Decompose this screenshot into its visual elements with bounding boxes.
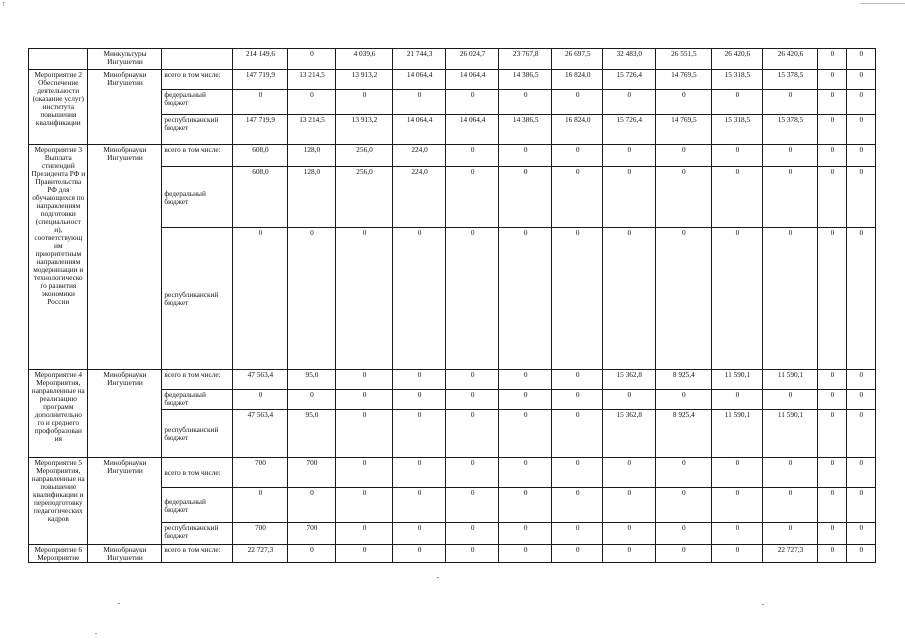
table-row: [29, 49, 876, 70]
amount-cell: 0: [762, 488, 818, 523]
funding-source-cell: республиканский бюджет: [162, 228, 233, 370]
amount-cell: 224,0: [392, 145, 446, 167]
amount-cell: 0: [846, 370, 875, 390]
amount-cell: 11 590,1: [712, 370, 763, 390]
amount-cell: 0: [287, 49, 336, 70]
amount-cell: 0: [818, 370, 846, 390]
amount-cell: 0: [603, 390, 656, 410]
amount-cell: 147 719,9: [233, 70, 288, 90]
amount-cell: 0: [762, 167, 818, 228]
amount-cell: 0: [336, 523, 393, 545]
amount-cell: 0: [287, 90, 336, 115]
amount-cell: 0: [446, 545, 499, 563]
amount-cell: 0: [446, 228, 499, 370]
amount-cell: 14 386,5: [498, 70, 552, 90]
amount-cell: 0: [446, 458, 499, 488]
amount-cell: 0: [603, 523, 656, 545]
amount-cell: 0: [655, 458, 712, 488]
amount-cell: 0: [603, 167, 656, 228]
amount-cell: 26 551,5: [655, 49, 712, 70]
budget-table: [28, 48, 876, 563]
amount-cell: 26 024,7: [446, 49, 499, 70]
amount-cell: 0: [712, 458, 763, 488]
amount-cell: 0: [498, 545, 552, 563]
amount-cell: 0: [552, 545, 603, 563]
amount-cell: 0: [336, 458, 393, 488]
executor-cell: Минобрнауки Ингушетии: [87, 370, 162, 458]
amount-cell: 0: [846, 545, 875, 563]
amount-cell: 0: [655, 523, 712, 545]
amount-cell: 0: [552, 488, 603, 523]
amount-cell: 0: [498, 458, 552, 488]
amount-cell: 0: [655, 545, 712, 563]
amount-cell: 608,0: [233, 167, 288, 228]
amount-cell: 0: [818, 523, 846, 545]
amount-cell: 0: [446, 390, 499, 410]
amount-cell: 0: [762, 145, 818, 167]
amount-cell: 0: [818, 458, 846, 488]
amount-cell: 0: [818, 167, 846, 228]
amount-cell: 15 318,5: [712, 70, 763, 90]
amount-cell: 0: [712, 167, 763, 228]
amount-cell: 16 824,0: [552, 70, 603, 90]
amount-cell: 0: [712, 523, 763, 545]
amount-cell: 0: [762, 90, 818, 115]
amount-cell: 0: [392, 523, 446, 545]
amount-cell: 22 727,3: [233, 545, 288, 563]
amount-cell: 0: [603, 488, 656, 523]
amount-cell: 0: [552, 523, 603, 545]
amount-cell: 47 563,4: [233, 370, 288, 390]
amount-cell: 14 064,4: [446, 115, 499, 145]
amount-cell: 0: [712, 488, 763, 523]
amount-cell: 0: [336, 90, 393, 115]
amount-cell: 0: [846, 458, 875, 488]
amount-cell: 0: [846, 390, 875, 410]
table-row: [29, 145, 876, 167]
amount-cell: 0: [818, 228, 846, 370]
amount-cell: 0: [818, 90, 846, 115]
amount-cell: 0: [655, 488, 712, 523]
funding-source-cell: республиканский бюджет: [162, 115, 233, 145]
funding-source-cell: всего в том числе:: [162, 145, 233, 167]
amount-cell: 15 726,4: [603, 70, 656, 90]
amount-cell: 0: [233, 90, 288, 115]
amount-cell: 0: [287, 488, 336, 523]
amount-cell: 0: [846, 70, 875, 90]
amount-cell: 0: [336, 488, 393, 523]
amount-cell: 128,0: [287, 145, 336, 167]
amount-cell: 0: [446, 145, 499, 167]
amount-cell: 8 925,4: [655, 370, 712, 390]
amount-cell: 0: [392, 228, 446, 370]
funding-source-cell: всего в том числе:: [162, 458, 233, 488]
amount-cell: 0: [712, 145, 763, 167]
amount-cell: 26 420,6: [762, 49, 818, 70]
table-row: [29, 458, 876, 488]
amount-cell: 0: [336, 390, 393, 410]
table-row: [29, 370, 876, 390]
amount-cell: 0: [818, 115, 846, 145]
amount-cell: 0: [712, 545, 763, 563]
amount-cell: 13 913,2: [336, 70, 393, 90]
amount-cell: 32 483,0: [603, 49, 656, 70]
amount-cell: 608,0: [233, 145, 288, 167]
amount-cell: 0: [846, 523, 875, 545]
amount-cell: 23 767,8: [498, 49, 552, 70]
event-name-cell: Мероприятие 2 Обеспечение деятельности (оказание услуг) института повышения квалификации: [29, 70, 88, 145]
amount-cell: 0: [446, 523, 499, 545]
amount-cell: 0: [846, 145, 875, 167]
amount-cell: 700: [287, 458, 336, 488]
funding-source-cell: федеральный бюджет: [162, 90, 233, 115]
scan-speck: [437, 577, 439, 578]
amount-cell: 0: [287, 228, 336, 370]
amount-cell: 0: [762, 228, 818, 370]
amount-cell: 0: [603, 90, 656, 115]
amount-cell: 22 727,3: [762, 545, 818, 563]
amount-cell: 256,0: [336, 167, 393, 228]
amount-cell: 0: [446, 410, 499, 458]
amount-cell: 0: [818, 145, 846, 167]
amount-cell: 0: [446, 90, 499, 115]
scan-speck: [95, 633, 97, 634]
amount-cell: 0: [552, 458, 603, 488]
amount-cell: 700: [287, 523, 336, 545]
amount-cell: 0: [498, 90, 552, 115]
amount-cell: 11 590,1: [712, 410, 763, 458]
amount-cell: 15 726,4: [603, 115, 656, 145]
amount-cell: 0: [762, 523, 818, 545]
amount-cell: 0: [552, 167, 603, 228]
funding-source-cell: всего в том числе:: [162, 545, 233, 563]
amount-cell: 14 064,4: [392, 70, 446, 90]
amount-cell: 0: [712, 390, 763, 410]
budget-table-body: [29, 49, 876, 563]
funding-source-cell: [162, 49, 233, 70]
amount-cell: 0: [287, 390, 336, 410]
amount-cell: 0: [552, 370, 603, 390]
amount-cell: 0: [818, 390, 846, 410]
amount-cell: 0: [818, 410, 846, 458]
amount-cell: 14 769,5: [655, 70, 712, 90]
executor-cell: Минобрнауки Ингушетии: [87, 145, 162, 370]
amount-cell: 0: [233, 488, 288, 523]
amount-cell: 16 824,0: [552, 115, 603, 145]
amount-cell: 0: [552, 228, 603, 370]
amount-cell: 0: [818, 49, 846, 70]
funding-source-cell: республиканский бюджет: [162, 523, 233, 545]
amount-cell: 0: [846, 488, 875, 523]
amount-cell: 95,0: [287, 370, 336, 390]
event-name-cell: Мероприятие 6 Мероприятие: [29, 545, 88, 563]
amount-cell: 0: [287, 545, 336, 563]
amount-cell: 700: [233, 458, 288, 488]
table-row: [29, 70, 876, 90]
amount-cell: 14 064,4: [446, 70, 499, 90]
amount-cell: 11 590,1: [762, 410, 818, 458]
amount-cell: 0: [846, 228, 875, 370]
amount-cell: 0: [655, 90, 712, 115]
amount-cell: 700: [233, 523, 288, 545]
amount-cell: 0: [336, 370, 393, 390]
scan-speck: [762, 604, 764, 605]
amount-cell: 14 769,5: [655, 115, 712, 145]
amount-cell: 26 420,6: [712, 49, 763, 70]
amount-cell: 0: [603, 145, 656, 167]
amount-cell: 0: [336, 228, 393, 370]
executor-cell: Минобрнауки Ингушетии: [87, 458, 162, 545]
amount-cell: 8 925,4: [655, 410, 712, 458]
amount-cell: 0: [392, 390, 446, 410]
amount-cell: 0: [762, 458, 818, 488]
amount-cell: 0: [712, 228, 763, 370]
amount-cell: 47 563,4: [233, 410, 288, 458]
amount-cell: 4 039,6: [336, 49, 393, 70]
amount-cell: 0: [552, 90, 603, 115]
amount-cell: 0: [846, 115, 875, 145]
amount-cell: 0: [818, 545, 846, 563]
amount-cell: 15 378,5: [762, 115, 818, 145]
amount-cell: 0: [655, 228, 712, 370]
amount-cell: 0: [846, 49, 875, 70]
amount-cell: 0: [655, 167, 712, 228]
table-row: [29, 545, 876, 563]
amount-cell: 15 362,8: [603, 370, 656, 390]
amount-cell: 0: [846, 90, 875, 115]
amount-cell: 21 744,3: [392, 49, 446, 70]
event-name-cell: Мероприятие 4 Мероприятия, направленные на реализацию программ дополнительно го и среднего профобразован ия: [29, 370, 88, 458]
amount-cell: 0: [655, 390, 712, 410]
executor-cell: Минобрнауки Ингушетии: [87, 70, 162, 145]
amount-cell: 0: [233, 390, 288, 410]
amount-cell: 0: [498, 410, 552, 458]
amount-cell: 0: [552, 145, 603, 167]
amount-cell: 0: [552, 390, 603, 410]
amount-cell: 0: [392, 458, 446, 488]
amount-cell: 0: [336, 410, 393, 458]
event-name-cell: Мероприятие 5 Мероприятия, направленные на повышение квалификации и переподготовку педагогических кадров: [29, 458, 88, 545]
event-name-cell: Мероприятие 3 Выплата стипендий Президента РФ и Правительства РФ для обучающихся по направлениям подготовки (специальност и), соответствующ им приоритетным направлениям модернизации и технологическо го развития экономики России: [29, 145, 88, 370]
amount-cell: 13 214,5: [287, 70, 336, 90]
amount-cell: 15 318,5: [712, 115, 763, 145]
amount-cell: 0: [392, 410, 446, 458]
funding-source-cell: федеральный бюджет: [162, 167, 233, 228]
funding-source-cell: всего в том числе:: [162, 70, 233, 90]
amount-cell: 13 913,2: [336, 115, 393, 145]
amount-cell: 147 719,9: [233, 115, 288, 145]
funding-source-cell: республиканский бюджет: [162, 410, 233, 458]
funding-source-cell: федеральный бюджет: [162, 488, 233, 523]
amount-cell: 0: [392, 90, 446, 115]
amount-cell: 0: [846, 410, 875, 458]
amount-cell: 0: [392, 488, 446, 523]
amount-cell: 0: [498, 390, 552, 410]
amount-cell: 0: [818, 70, 846, 90]
amount-cell: 14 386,5: [498, 115, 552, 145]
amount-cell: 0: [336, 545, 393, 563]
amount-cell: 0: [392, 370, 446, 390]
executor-cell: Минобрнауки Ингушетии: [87, 545, 162, 563]
amount-cell: 0: [603, 228, 656, 370]
executor-cell: Минкультуры Ингушетии: [87, 49, 162, 70]
amount-cell: 26 697,5: [552, 49, 603, 70]
amount-cell: 0: [498, 145, 552, 167]
scan-edge-line: [860, 3, 905, 4]
amount-cell: 13 214,5: [287, 115, 336, 145]
amount-cell: 0: [603, 458, 656, 488]
amount-cell: 0: [498, 167, 552, 228]
amount-cell: 0: [498, 488, 552, 523]
amount-cell: 15 362,8: [603, 410, 656, 458]
amount-cell: 0: [498, 228, 552, 370]
amount-cell: 0: [655, 145, 712, 167]
event-name-cell: [29, 49, 88, 70]
amount-cell: 0: [846, 167, 875, 228]
amount-cell: 256,0: [336, 145, 393, 167]
amount-cell: 0: [233, 228, 288, 370]
funding-source-cell: всего в том числе:: [162, 370, 233, 390]
amount-cell: 11 590,1: [762, 370, 818, 390]
amount-cell: 0: [446, 488, 499, 523]
amount-cell: 15 378,5: [762, 70, 818, 90]
amount-cell: 0: [712, 90, 763, 115]
amount-cell: 0: [498, 523, 552, 545]
amount-cell: 0: [392, 545, 446, 563]
amount-cell: 0: [818, 488, 846, 523]
amount-cell: 128,0: [287, 167, 336, 228]
funding-source-cell: федеральный бюджет: [162, 390, 233, 410]
amount-cell: 0: [446, 167, 499, 228]
amount-cell: 0: [446, 370, 499, 390]
amount-cell: 14 064,4: [392, 115, 446, 145]
scan-corner-mark: ┌: [1, 0, 6, 6]
amount-cell: 0: [762, 390, 818, 410]
amount-cell: 224,0: [392, 167, 446, 228]
amount-cell: 0: [498, 370, 552, 390]
amount-cell: 95,0: [287, 410, 336, 458]
amount-cell: 214 149,6: [233, 49, 288, 70]
amount-cell: 0: [603, 545, 656, 563]
scan-speck: [118, 603, 120, 604]
amount-cell: 0: [552, 410, 603, 458]
